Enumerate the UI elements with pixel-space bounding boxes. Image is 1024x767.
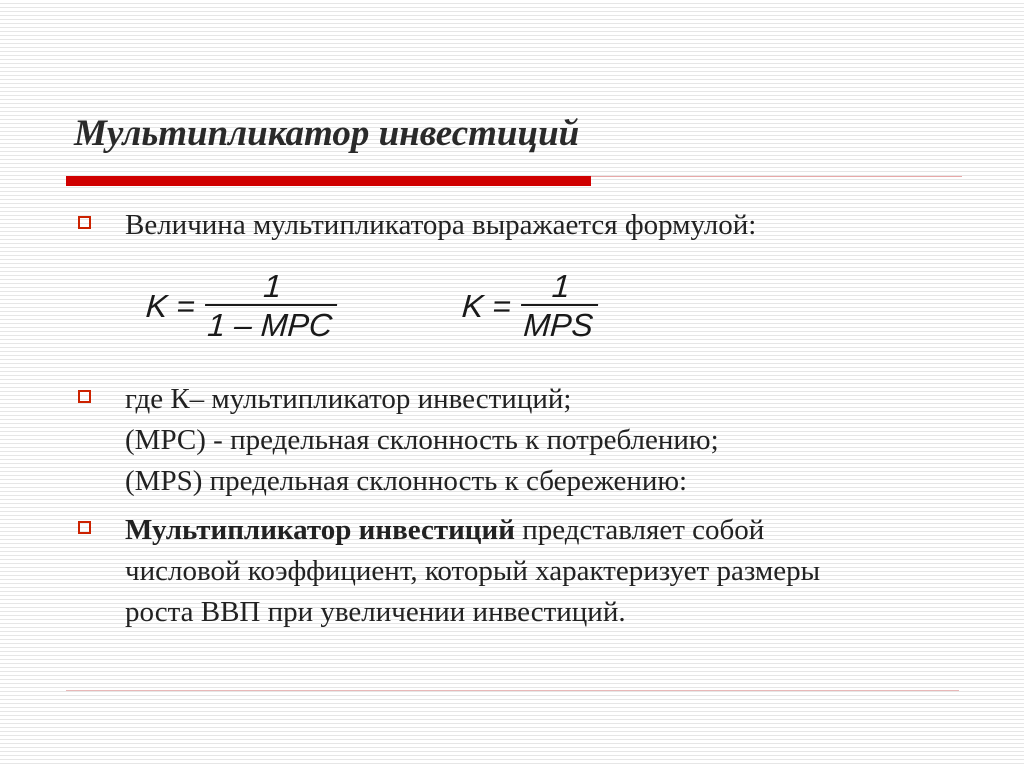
bullet-square-icon — [78, 216, 91, 229]
formula-lhs: K = — [460, 287, 513, 324]
bullet-1-line: Величина мультипликатора выражается формулой: — [125, 209, 757, 241]
bullet-3-bold-term: Мультипликатор инвестиций — [125, 514, 515, 546]
formula-mps — [459, 268, 601, 344]
fraction — [202, 268, 340, 344]
title-underline-thin — [591, 176, 962, 177]
fraction-numerator: 1 — [550, 268, 572, 304]
fraction-denominator: MPS — [522, 307, 595, 343]
bullet-square-icon — [78, 390, 91, 403]
formula-mpc — [143, 268, 340, 344]
bullet-3-line-2: числовой коэффициент, который характеризует размеры — [125, 555, 821, 587]
bullet-3-line-1-rest: представляет собой — [514, 514, 765, 546]
formula-lhs: K = — [144, 287, 197, 324]
bullet-2-line-3: (MPS) предельная склонность к сбережению: — [125, 465, 688, 497]
bullet-square-icon — [78, 521, 91, 534]
bullet-3-line-1 — [125, 510, 820, 551]
footer-divider — [66, 690, 959, 691]
bullet-text-1 — [125, 205, 756, 246]
bullet-text-2 — [125, 379, 719, 502]
bullet-3-line-3: роста ВВП при увеличении инвестиций. — [125, 596, 626, 628]
fraction — [518, 268, 601, 344]
fraction-denominator: 1 – MPC — [206, 307, 334, 343]
slide-title: Мультипликатор инвестиций — [74, 113, 580, 154]
bullet-2-line-1: где К– мультипликатор инвестиций; — [125, 383, 572, 415]
fraction-numerator: 1 — [262, 268, 283, 304]
bullet-text-3 — [125, 510, 820, 633]
title-underline-accent — [66, 176, 591, 186]
bullet-2-line-2: (МРС) - предельная склонность к потреблению; — [125, 424, 719, 456]
